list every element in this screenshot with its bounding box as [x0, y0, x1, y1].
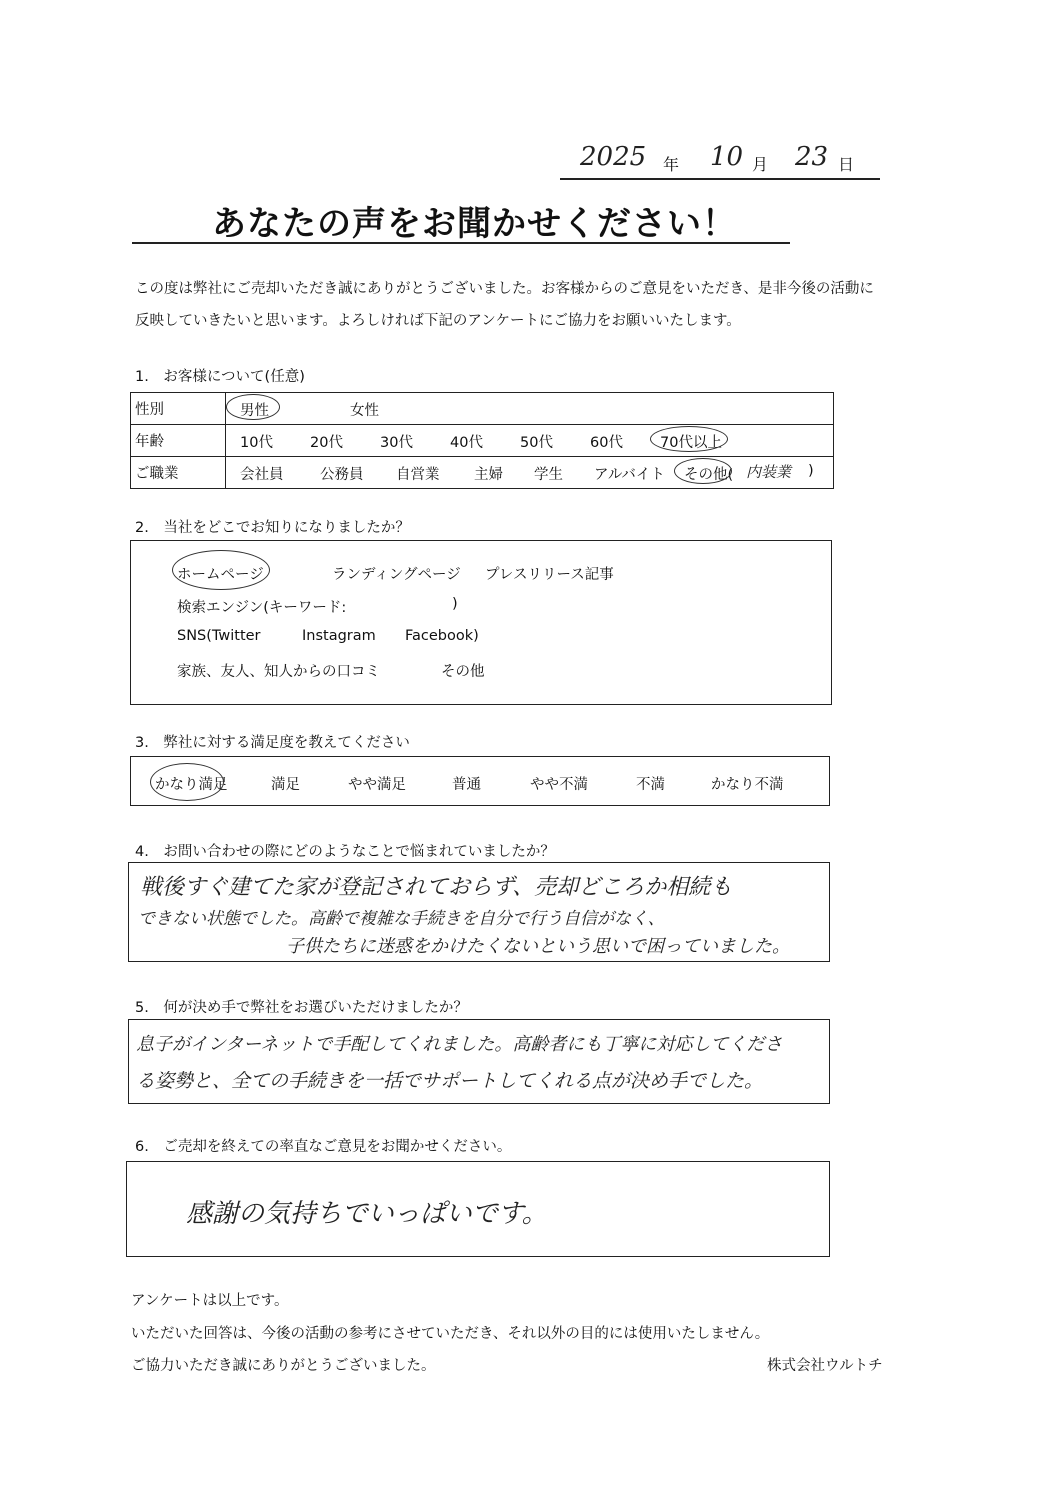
- table-row: [131, 457, 834, 489]
- q4-label: 4. お問い合わせの際にどのようなことで悩まれていましたか？: [135, 844, 555, 860]
- q4-answer-line-1: 戦後すぐ建てた家が登記されておらず、売却どころか相続も: [140, 875, 733, 900]
- date-year: 2025: [580, 142, 647, 172]
- date-day-unit: 日: [838, 155, 855, 174]
- option-sns-twitter[interactable]: SNS(Twitter: [177, 628, 261, 644]
- date-month: 10: [710, 142, 744, 172]
- option-company-employee[interactable]: 会社員: [240, 467, 284, 483]
- intro-line-2: 反映していきたいと思います。よろしければ下記のアンケートにご協力をお願いいたします。: [135, 313, 741, 329]
- q1-header-gender: 性別: [131, 393, 226, 425]
- option-satisfied[interactable]: 満足: [271, 777, 300, 793]
- q1-options-occupation: [226, 457, 834, 489]
- date-field: [560, 140, 880, 180]
- q5-label: 5. 何が決め手で弊社をお選びいただけましたか？: [135, 1000, 468, 1016]
- footer-line-2: いただいた回答は、今後の活動の参考にさせていただき、それ以外の目的には使用いたしません。: [131, 1326, 770, 1342]
- option-female[interactable]: 女性: [350, 403, 379, 419]
- q1-table: [130, 392, 834, 489]
- option-word-of-mouth[interactable]: 家族、友人、知人からの口コミ: [177, 664, 380, 680]
- option-civil-servant[interactable]: 公務員: [320, 467, 364, 483]
- q1-header-age: 年齢: [131, 425, 226, 457]
- option-housewife[interactable]: 主婦: [474, 467, 503, 483]
- q6-label: 6. ご売却を終えての率直なご意見をお聞かせください。: [135, 1139, 512, 1155]
- q1-header-occupation: ご職業: [131, 457, 226, 489]
- q4-answer-line-2: できない状態でした。高齢で複雑な手続きを自分で行う自信がなく、: [138, 909, 665, 929]
- date-month-unit: 月: [752, 155, 769, 174]
- option-very-satisfied[interactable]: かなり満足: [155, 777, 228, 793]
- option-age-30[interactable]: 30代: [380, 435, 413, 451]
- option-press-release[interactable]: プレスリリース記事: [485, 567, 614, 583]
- option-age-20[interactable]: 20代: [310, 435, 343, 451]
- q1-label: 1. お客様について(任意): [135, 369, 305, 385]
- option-other-close: ): [808, 463, 814, 479]
- table-row: [131, 425, 834, 457]
- intro-line-1: この度は弊社にご売却いただき誠にありがとうございました。お客様からのご意見をいただき、是非今後の活動に: [135, 281, 874, 297]
- option-homepage[interactable]: ホームページ: [177, 567, 264, 583]
- q5-answer-line-2: る姿勢と、全ての手続きを一括でサポートしてくれる点が決め手でした。: [136, 1070, 764, 1092]
- other-occupation-note: 内装業: [746, 463, 792, 481]
- option-very-dissatisfied[interactable]: かなり不満: [711, 777, 784, 793]
- option-neutral[interactable]: 普通: [452, 777, 481, 793]
- option-other[interactable]: その他(: [684, 467, 734, 483]
- q1-options-gender: [226, 393, 834, 425]
- option-male[interactable]: 男性: [240, 403, 269, 419]
- date-day: 23: [795, 142, 829, 172]
- q2-label: 2. 当社をどこでお知りになりましたか？: [135, 520, 410, 536]
- option-age-50[interactable]: 50代: [520, 435, 553, 451]
- footer-line-1: アンケートは以上です。: [131, 1293, 289, 1309]
- page-title: あなたの声をお聞かせください！: [212, 204, 737, 244]
- q4-answer-line-3: 子供たちに迷惑をかけたくないという思いで困っていました。: [286, 936, 790, 957]
- company-name: 株式会社ウルトチ: [767, 1358, 883, 1374]
- q5-answer-line-1: 息子がインターネットで手配してくれました。高齢者にも丁寧に対応してくださ: [136, 1034, 783, 1055]
- option-age-10[interactable]: 10代: [240, 435, 273, 451]
- search-keyword-close: ): [452, 596, 458, 612]
- option-landing-page[interactable]: ランディングページ: [332, 567, 461, 583]
- option-student[interactable]: 学生: [534, 467, 563, 483]
- option-self-employed[interactable]: 自営業: [396, 467, 440, 483]
- option-somewhat-dissatisfied[interactable]: やや不満: [530, 777, 588, 793]
- title-underline: [132, 242, 790, 244]
- table-row: [131, 393, 834, 425]
- option-other-source[interactable]: その他: [441, 664, 485, 680]
- option-part-time[interactable]: アルバイト: [594, 467, 665, 483]
- option-sns-instagram[interactable]: Instagram: [302, 628, 376, 644]
- option-somewhat-satisfied[interactable]: やや満足: [348, 777, 406, 793]
- q3-label: 3. 弊社に対する満足度を教えてください: [135, 735, 410, 751]
- option-dissatisfied[interactable]: 不満: [636, 777, 665, 793]
- q6-answer: 感謝の気持ちでいっぱいです。: [186, 1199, 548, 1229]
- option-age-70plus[interactable]: 70代以上: [660, 435, 722, 451]
- option-age-60[interactable]: 60代: [590, 435, 623, 451]
- option-age-40[interactable]: 40代: [450, 435, 483, 451]
- footer-line-3: ご協力いただき誠にありがとうございました。: [131, 1358, 436, 1374]
- date-underline: [560, 178, 880, 180]
- q1-options-age: [226, 425, 834, 457]
- date-year-unit: 年: [663, 155, 680, 174]
- option-search-engine[interactable]: 検索エンジン(キーワード:: [177, 600, 347, 616]
- option-sns-facebook[interactable]: Facebook): [405, 628, 479, 644]
